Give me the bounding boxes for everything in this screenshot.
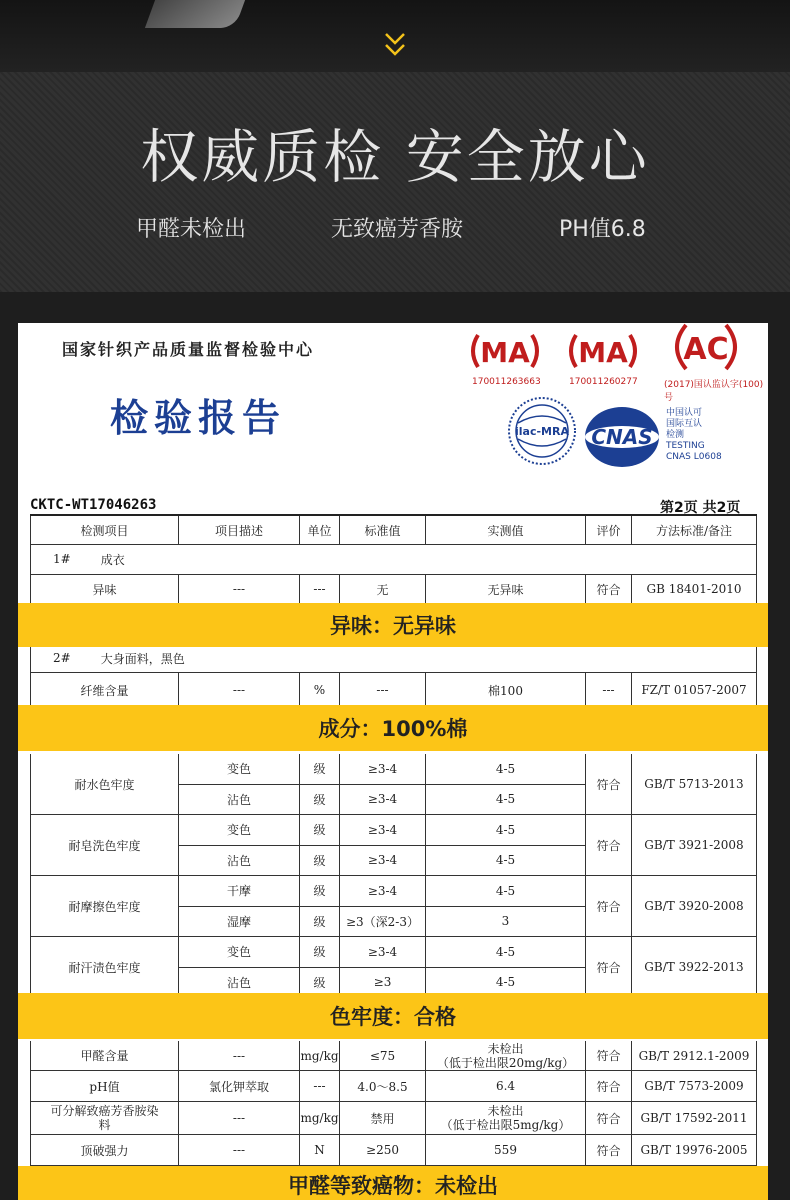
cell-method: GB/T 3922-2013 [631,937,757,998]
cell-method: GB/T 3921-2008 [631,815,757,876]
cell-val [425,1135,585,1166]
cell-std [339,1102,425,1135]
cell-eval [585,1102,631,1135]
cell-eval: 符合 [585,815,631,876]
cell-val [425,1102,585,1135]
cell-eval-text: 符合 [596,1049,621,1063]
cell-std: ≥3 [339,968,425,999]
cell-std: ≥3（深2-3） [339,907,425,938]
cell-unit: 级 [299,876,339,907]
cnas-line-2: 国际互认 [666,419,703,429]
cell-val: 4-5 [425,785,585,816]
cell-unit-text: mg/kg [300,1111,339,1125]
cell-val-text: 6.4 [495,1079,516,1093]
cal-seal-icon [672,323,740,373]
cnas-line-1: 中国认可 [666,408,703,418]
product-edge-image [145,0,245,28]
section-label [30,544,757,574]
cell-val: 3 [425,907,585,938]
cell-val: 4-5 [425,937,585,968]
col-item: 检测项目 [30,516,178,544]
cell-item: 纤维含量 [30,672,178,708]
section-no: 1# [53,552,71,566]
cell-item: 耐皂洗色牢度 [30,815,178,876]
col-val: 实测值 [425,516,585,544]
callout-fastness: 色牢度：合格 [18,993,768,1039]
cell-method: GB/T 5713-2013 [631,754,757,815]
cell-item-text: 可分解致癌芳香胺染 [50,1104,159,1118]
cell-val: 无异味 [425,574,585,604]
cell-desc-text: --- [232,1048,246,1063]
cell-unit: --- [299,574,339,604]
cell-desc: 变色 [178,754,299,785]
cma-text-2: MA [578,336,628,369]
cert-number-3: (2017)国认监认字(100)号 [664,380,764,403]
cell-unit: 级 [299,907,339,938]
cell-desc [178,1135,299,1166]
cert-number-1: 170011263663 [472,377,541,387]
cell-method [631,1102,757,1135]
cell-desc: 变色 [178,937,299,968]
cell-method [631,1041,757,1071]
chevron-down-icon [383,32,407,58]
cell-unit-text: mg/kg [300,1048,339,1063]
cma-seal-icon [470,331,540,371]
cell-std: ≥3-4 [339,754,425,785]
section-label [30,644,757,672]
col-eval: 评价 [585,516,631,544]
cell-item-text: pH值 [89,1079,120,1094]
cell-desc-text: 氯化钾萃取 [208,1079,269,1094]
cnas-text: CNAS [591,425,653,449]
cell-item [30,1071,178,1102]
cell-desc: --- [178,574,299,604]
cell-unit: 级 [299,968,339,999]
section-no: 2# [53,651,71,665]
cell-eval-text: 符合 [596,1079,621,1094]
col-method: 方法标准/备注 [631,516,757,544]
cell-std [339,1135,425,1166]
report-org: 国家针织产品质量监督检验中心 [62,340,315,359]
cell-val: 4-5 [425,754,585,785]
cell-val-text: （低于检出限20mg/kg） [436,1055,575,1070]
cell-unit [299,1041,339,1071]
cell-std: ≥3-4 [339,785,425,816]
section-row [30,544,757,575]
cell-std-text: 禁用 [370,1111,395,1126]
section-row [30,644,757,673]
cell-desc [178,1071,299,1102]
cell-val-text: （低于检出限5mg/kg） [440,1118,571,1132]
cell-std: ≥3-4 [339,815,425,846]
cell-unit: 级 [299,846,339,877]
inspection-report [18,323,768,1200]
cell-eval: 符合 [585,937,631,998]
table-row [30,672,757,709]
feature-formaldehyde: 甲醛未检出 [136,217,247,242]
cnas-line-4: TESTING [666,441,705,451]
ilac-text: ilac-MRA [515,425,569,438]
cell-val [425,1041,585,1071]
cell-item-text: 料 [98,1118,111,1132]
cell-desc: 沾色 [178,846,299,877]
cell-method-text: GB/T 19976-2005 [640,1143,748,1157]
cell-item-text: 顶破强力 [80,1143,129,1158]
cell-std: ≥3-4 [339,846,425,877]
cell-item: 耐汗渍色牢度 [30,937,178,998]
cell-desc [178,1041,299,1071]
cell-std: 无 [339,574,425,604]
cell-val: 4-5 [425,846,585,877]
cell-eval: 符合 [585,574,631,604]
cell-eval: 符合 [585,876,631,937]
cnas-line-3: 检测 [666,430,685,440]
cell-item-text: 甲醛含量 [80,1049,129,1063]
cell-method: GB 18401-2010 [631,574,757,604]
page-indicator: 第2页 共2页 [660,500,741,516]
cell-std-text: ≥250 [366,1143,399,1157]
feature-amine: 无致癌芳香胺 [331,217,464,242]
cell-desc: 沾色 [178,968,299,999]
cell-eval [585,1041,631,1071]
cell-val: 4-5 [425,876,585,907]
report-title: 检验报告 [110,395,287,440]
cell-val-text: 559 [494,1143,517,1157]
cell-val: 4-5 [425,815,585,846]
cell-unit [299,1071,339,1102]
cell-eval: --- [585,672,631,708]
cell-item: 异味 [30,574,178,604]
cell-val: 4-5 [425,968,585,999]
cell-item: 耐水色牢度 [30,754,178,815]
cell-val-text: 未检出 [487,1104,524,1118]
cell-unit: 级 [299,754,339,785]
cell-unit: % [299,672,339,708]
cell-method-text: GB/T 2912.1-2009 [638,1048,750,1063]
cell-eval [585,1071,631,1102]
cell-method: GB/T 3920-2008 [631,876,757,937]
cell-method [631,1071,757,1102]
table-header [30,516,757,545]
callout-fiber: 成分：100%棉 [18,705,768,751]
cell-std-text: 4.0～8.5 [357,1079,408,1094]
callout-odor: 异味：无异味 [18,603,768,647]
ilac-mra-icon [508,393,576,469]
cell-val: 棉100 [425,672,585,708]
cell-unit-text: --- [313,1079,326,1093]
cell-std: ≥3-4 [339,876,425,907]
col-std: 标准值 [339,516,425,544]
cell-eval-text: 符合 [596,1143,621,1158]
cal-text: AC [683,332,729,367]
cell-desc: 沾色 [178,785,299,816]
cnas-caption [666,408,722,463]
cell-std: ≥3-4 [339,937,425,968]
cert-number-2: 170011260277 [569,377,638,387]
cell-unit-text: N [314,1143,325,1157]
cell-unit [299,1102,339,1135]
cell-item [30,1102,178,1135]
cell-method-text: GB/T 17592-2011 [640,1111,748,1125]
cell-eval [585,1135,631,1166]
cell-unit: 级 [299,937,339,968]
callout-chemical: 甲醛等致癌物：未检出 [18,1166,768,1200]
cell-item: 耐摩擦色牢度 [30,876,178,937]
cell-desc: 湿摩 [178,907,299,938]
table-row [30,574,757,605]
cell-desc-text: --- [232,1111,246,1125]
cma-seal-icon-2 [568,331,638,371]
feature-ph: PH值6.8 [559,217,646,242]
cma-text-1: MA [480,336,530,369]
section-name: 成衣 [100,552,125,567]
cell-method: FZ/T 01057-2007 [631,672,757,708]
section-name: 大身面料，黑色 [100,651,185,666]
cell-val-text: 未检出 [487,1041,524,1056]
cell-unit: 级 [299,785,339,816]
cell-std-text: ≤75 [369,1048,396,1063]
cnas-logo-icon [583,405,661,469]
col-unit: 单位 [299,516,339,544]
cell-method [631,1135,757,1166]
col-desc: 项目描述 [178,516,299,544]
cell-desc [178,1102,299,1135]
page-headline: 权威质检 安全放心 [140,123,650,191]
cell-eval-text: 符合 [596,1111,621,1126]
cell-desc-text: --- [232,1143,246,1157]
cell-std [339,1071,425,1102]
cell-val [425,1071,585,1102]
cnas-line-5: CNAS L0608 [666,452,722,462]
cell-desc: 变色 [178,815,299,846]
report-code: CKTC-WT17046263 [30,497,157,513]
cell-item [30,1041,178,1071]
cell-desc: 干摩 [178,876,299,907]
cell-method-text: GB/T 7573-2009 [644,1079,744,1093]
cell-std: --- [339,672,425,708]
cell-unit: 级 [299,815,339,846]
cell-unit [299,1135,339,1166]
cell-eval: 符合 [585,754,631,815]
cell-desc: --- [178,672,299,708]
cell-std [339,1041,425,1071]
cell-item [30,1135,178,1166]
